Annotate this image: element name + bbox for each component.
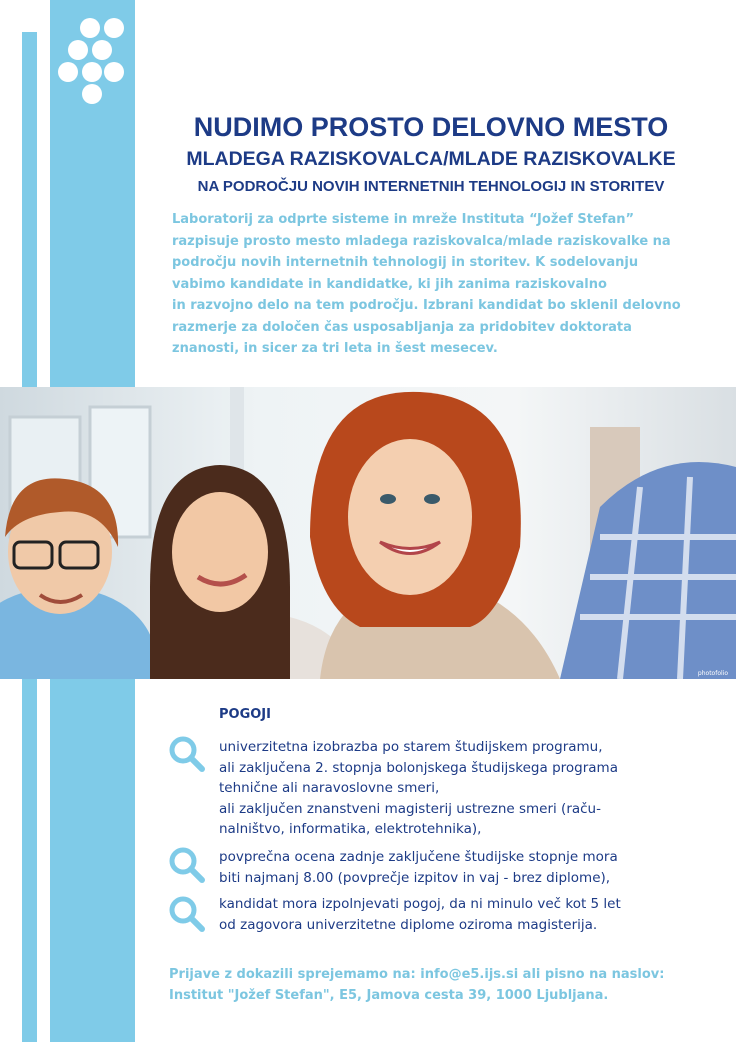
condition-line: ali zaključena 2. stopnja bolonjskega študijskega programa [219,759,618,776]
condition-line: kandidat mora izpolnjevati pogoj, da ni minulo več kot 5 let [219,896,621,912]
condition-line: ali zaključen znanstveni magisterij ustrezne smeri (raču- [219,800,601,817]
left-thin-stripe-bottom [22,679,37,1042]
headline-line-1: NUDIMO PROSTO DELOVNO MESTO [193,112,669,142]
condition-line: nalništvo, informatika, elektrotehnika), [219,821,482,837]
logo-dot [82,84,102,104]
intro-line: razmerje za določen čas usposabljanja za pridobitev doktorata [172,319,632,335]
magnifier-icon [168,735,206,773]
headline-line-2: MLADEGA RAZISKOVALCA/MLADE RAZISKOVALKE [186,148,676,170]
intro-line: Laboratorij za odprte sisteme in mreže Instituta “Jožef Stefan” [172,212,635,227]
condition-line: biti najmanj 8.00 (povprečje izpitov in vaj - brez diplome), [219,869,611,886]
intro-line: vabimo kandidate in kandidatke, ki jih zanima raziskovalno [172,276,607,292]
ijs-logo [58,18,248,108]
condition-item-3 [219,894,719,935]
left-thin-stripe-top [22,32,37,387]
logo-dot [104,18,124,38]
logo-dot [92,40,112,60]
condition-line: univerzitetna izobrazba po starem študijskem programu, [219,739,603,755]
footer-line-2: Institut "Jožef Stefan", E5, Jamova cesta 39, 1000 Ljubljana. [169,988,609,1003]
application-info [169,964,709,1006]
conditions-title: POGOJI [219,707,271,722]
logo-dot [80,18,100,38]
logo-dot [68,40,88,60]
intro-line: razpisuje prosto mesto mladega raziskovalca/mlade raziskovalke na [172,233,671,249]
intro-line: in razvojno delo na tem področju. Izbrani kandidat bo sklenil delovno [172,298,681,313]
logo-dot [104,62,124,82]
condition-line: od zagovora univerzitetne diplome oziroma magisterija. [219,916,598,933]
condition-item-1 [219,737,719,840]
intro-line: področju novih internetnih tehnologij in storitev. K sodelovanju [172,255,639,270]
footer-line-1: Prijave z dokazili sprejemamo na: info@e5.ijs.si ali pisno na naslov: [169,967,665,982]
logo-dot [82,62,102,82]
condition-item-2 [219,847,719,888]
intro-paragraph [172,209,702,360]
photo-credit: photofolio [697,670,728,677]
left-wide-stripe-bottom [50,679,135,1042]
condition-line: tehnične ali naravoslovne smeri, [219,780,440,796]
logo-text: IJS [146,22,231,82]
logo-dot [58,62,78,82]
condition-line: povprečna ocena zadnje zaključene študijske stopnje mora [219,849,618,865]
magnifier-icon [168,895,206,933]
headline-line-3: NA PODROČJU NOVIH INTERNETNIH TEHNOLOGIJ IN STORITEV [197,178,665,195]
magnifier-icon [168,846,206,884]
students-photo [0,387,736,679]
intro-line: znanosti, in sicer za tri leta in šest mesecev. [172,341,498,356]
